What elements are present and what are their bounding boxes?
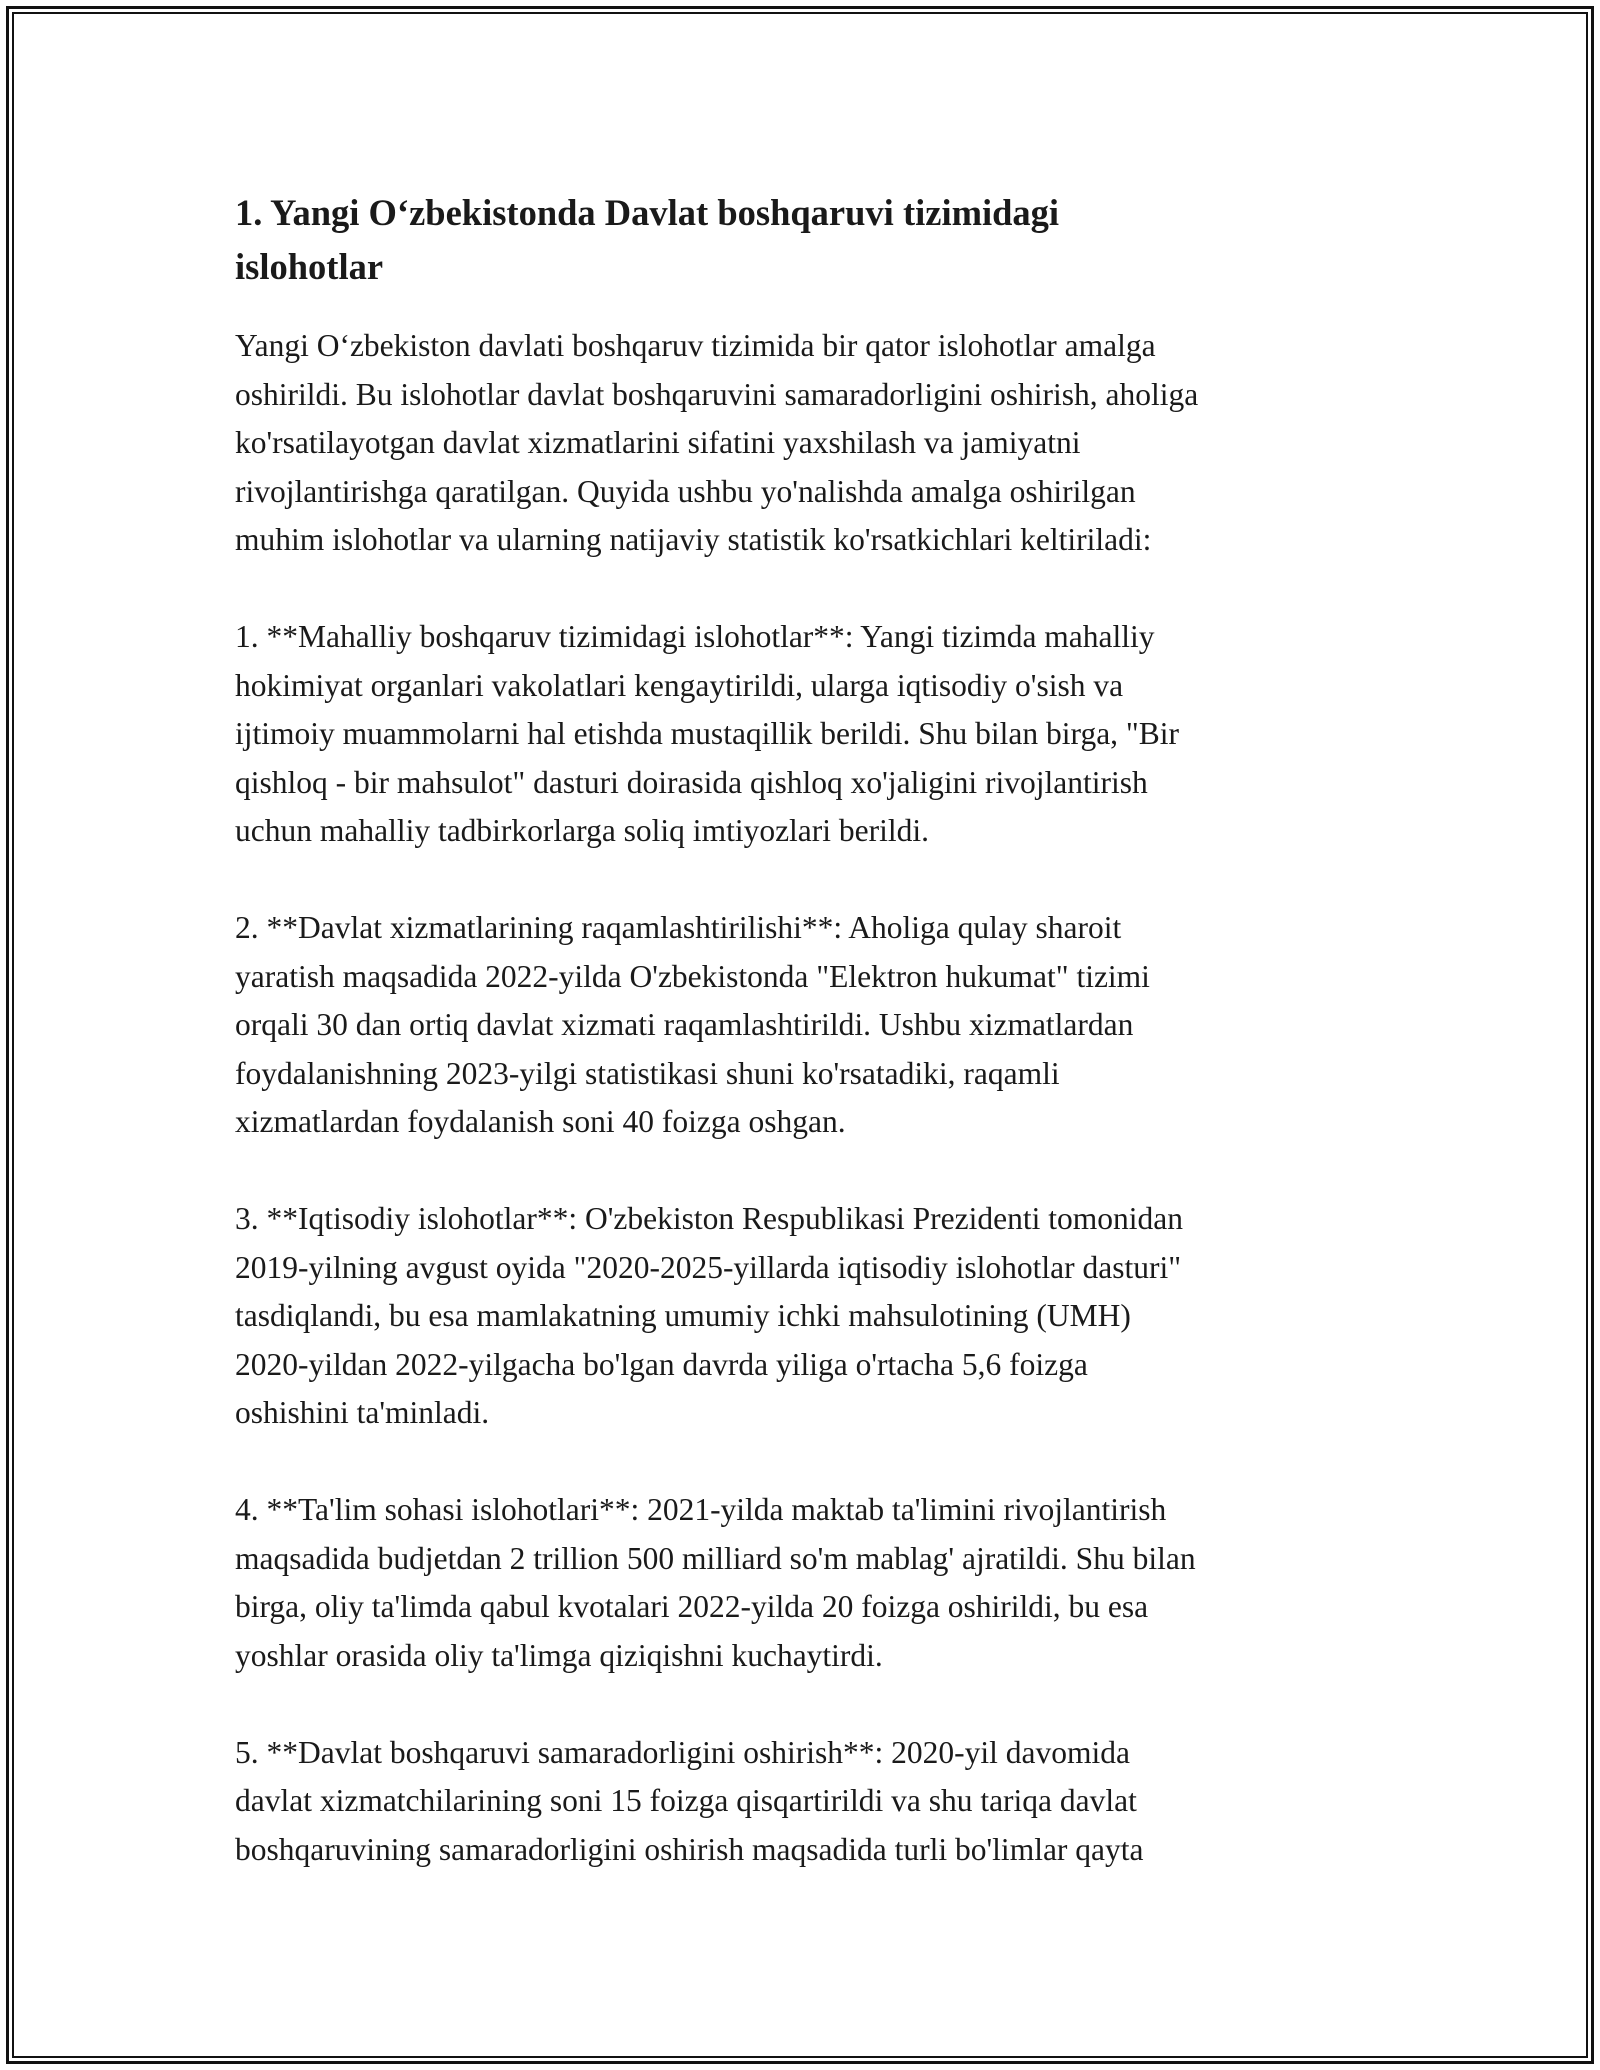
text-line: boshqaruvining samaradorligini oshirish maqsadida turli bo'limlar qayta [235,1831,1144,1867]
list-item-education-reforms [235,1486,1375,1680]
text-line: oshishini ta'minladi. [235,1395,490,1430]
text-line: 2. **Davlat xizmatlarining raqamlashtirilishi**: Aholiga qulay sharoit [235,910,1122,945]
text-line: qishloq - bir mahsulot" dasturi doirasida qishloq xo'jaligini rivojlantirish [235,764,1148,800]
list-item-local-governance [235,613,1375,856]
intro-paragraph [235,322,1375,565]
text-line: 2019-yilning avgust oyida "2020-2025-yillarda iqtisodiy islohotlar dasturi" [235,1249,1182,1285]
text-line: 3. **Iqtisodiy islohotlar**: O'zbekiston Respublikasi Prezidenti tomonidan [235,1201,1183,1236]
heading-line: 1. Yangi O‘zbekistonda Davlat boshqaruvi tizimidagi [235,192,1060,233]
text-line: ijtimoiy muammolarni hal etishda mustaqillik berildi. Shu bilan birga, "Bir [235,716,1180,751]
section-heading [235,186,1375,294]
list-item-economic-reforms [235,1195,1375,1438]
text-line: muhim islohotlar va ularning natijaviy statistik ko'rsatkichlari keltiriladi: [235,522,1152,557]
text-line: uchun mahalliy tadbirkorlarga soliq imtiyozlari berildi. [235,813,929,848]
text-line: davlat xizmatchilarining soni 15 foizga qisqartirildi va shu tariqa davlat [235,1783,1137,1818]
text-line: yoshlar orasida oliy ta'limga qiziqishni kuchaytirdi. [235,1637,883,1673]
text-line: orqali 30 dan ortiq davlat xizmati raqamlashtirildi. Ushbu xizmatlardan [235,1007,1134,1042]
text-line: 4. **Ta'lim sohasi islohotlari**: 2021-yilda maktab ta'limini rivojlantirish [235,1492,1167,1527]
document-body [235,186,1375,1874]
text-line: maqsadida budjetdan 2 trillion 500 milliard so'm mablag' ajratildi. Shu bilan [235,1540,1196,1576]
list-item-governance-efficiency [235,1729,1375,1875]
text-line: 5. **Davlat boshqaruvi samaradorligini oshirish**: 2020-yil davomida [235,1734,1130,1770]
text-line: rivojlantirishga qaratilgan. Quyida ushbu yo'nalishda amalga oshirilgan [235,473,1136,509]
text-line: 2020-yildan 2022-yilgacha bo'lgan davrda yiliga o'rtacha 5,6 foizga [235,1346,1088,1382]
text-line: birga, oliy ta'limda qabul kvotalari 2022-yilda 20 foizga oshirildi, bu esa [235,1589,1149,1624]
text-line: xizmatlardan foydalanish soni 40 foizga oshgan. [235,1104,846,1139]
text-line: Yangi O‘zbekiston davlati boshqaruv tizimida bir qator islohotlar amalga [235,328,1156,363]
text-line: oshirildi. Bu islohotlar davlat boshqaruvini samaradorligini oshirish, aholiga [235,376,1199,412]
text-line: hokimiyat organlari vakolatlari kengaytirildi, ularga iqtisodiy o'sish va [235,667,1124,703]
text-line: yaratish maqsadida 2022-yilda O'zbekistonda "Elektron hukumat" tizimi [235,958,1150,994]
list-item-digitalization [235,904,1375,1147]
heading-line: islohotlar [235,246,384,287]
text-line: 1. **Mahalliy boshqaruv tizimidagi islohotlar**: Yangi tizimda mahalliy [235,619,1155,654]
text-line: tasdiqlandi, bu esa mamlakatning umumiy ichki mahsulotining (UMH) [235,1298,1131,1333]
text-line: ko'rsatilayotgan davlat xizmatlarini sifatini yaxshilash va jamiyatni [235,425,1081,460]
text-line: foydalanishning 2023-yilgi statistikasi shuni ko'rsatadiki, raqamli [235,1055,1060,1091]
